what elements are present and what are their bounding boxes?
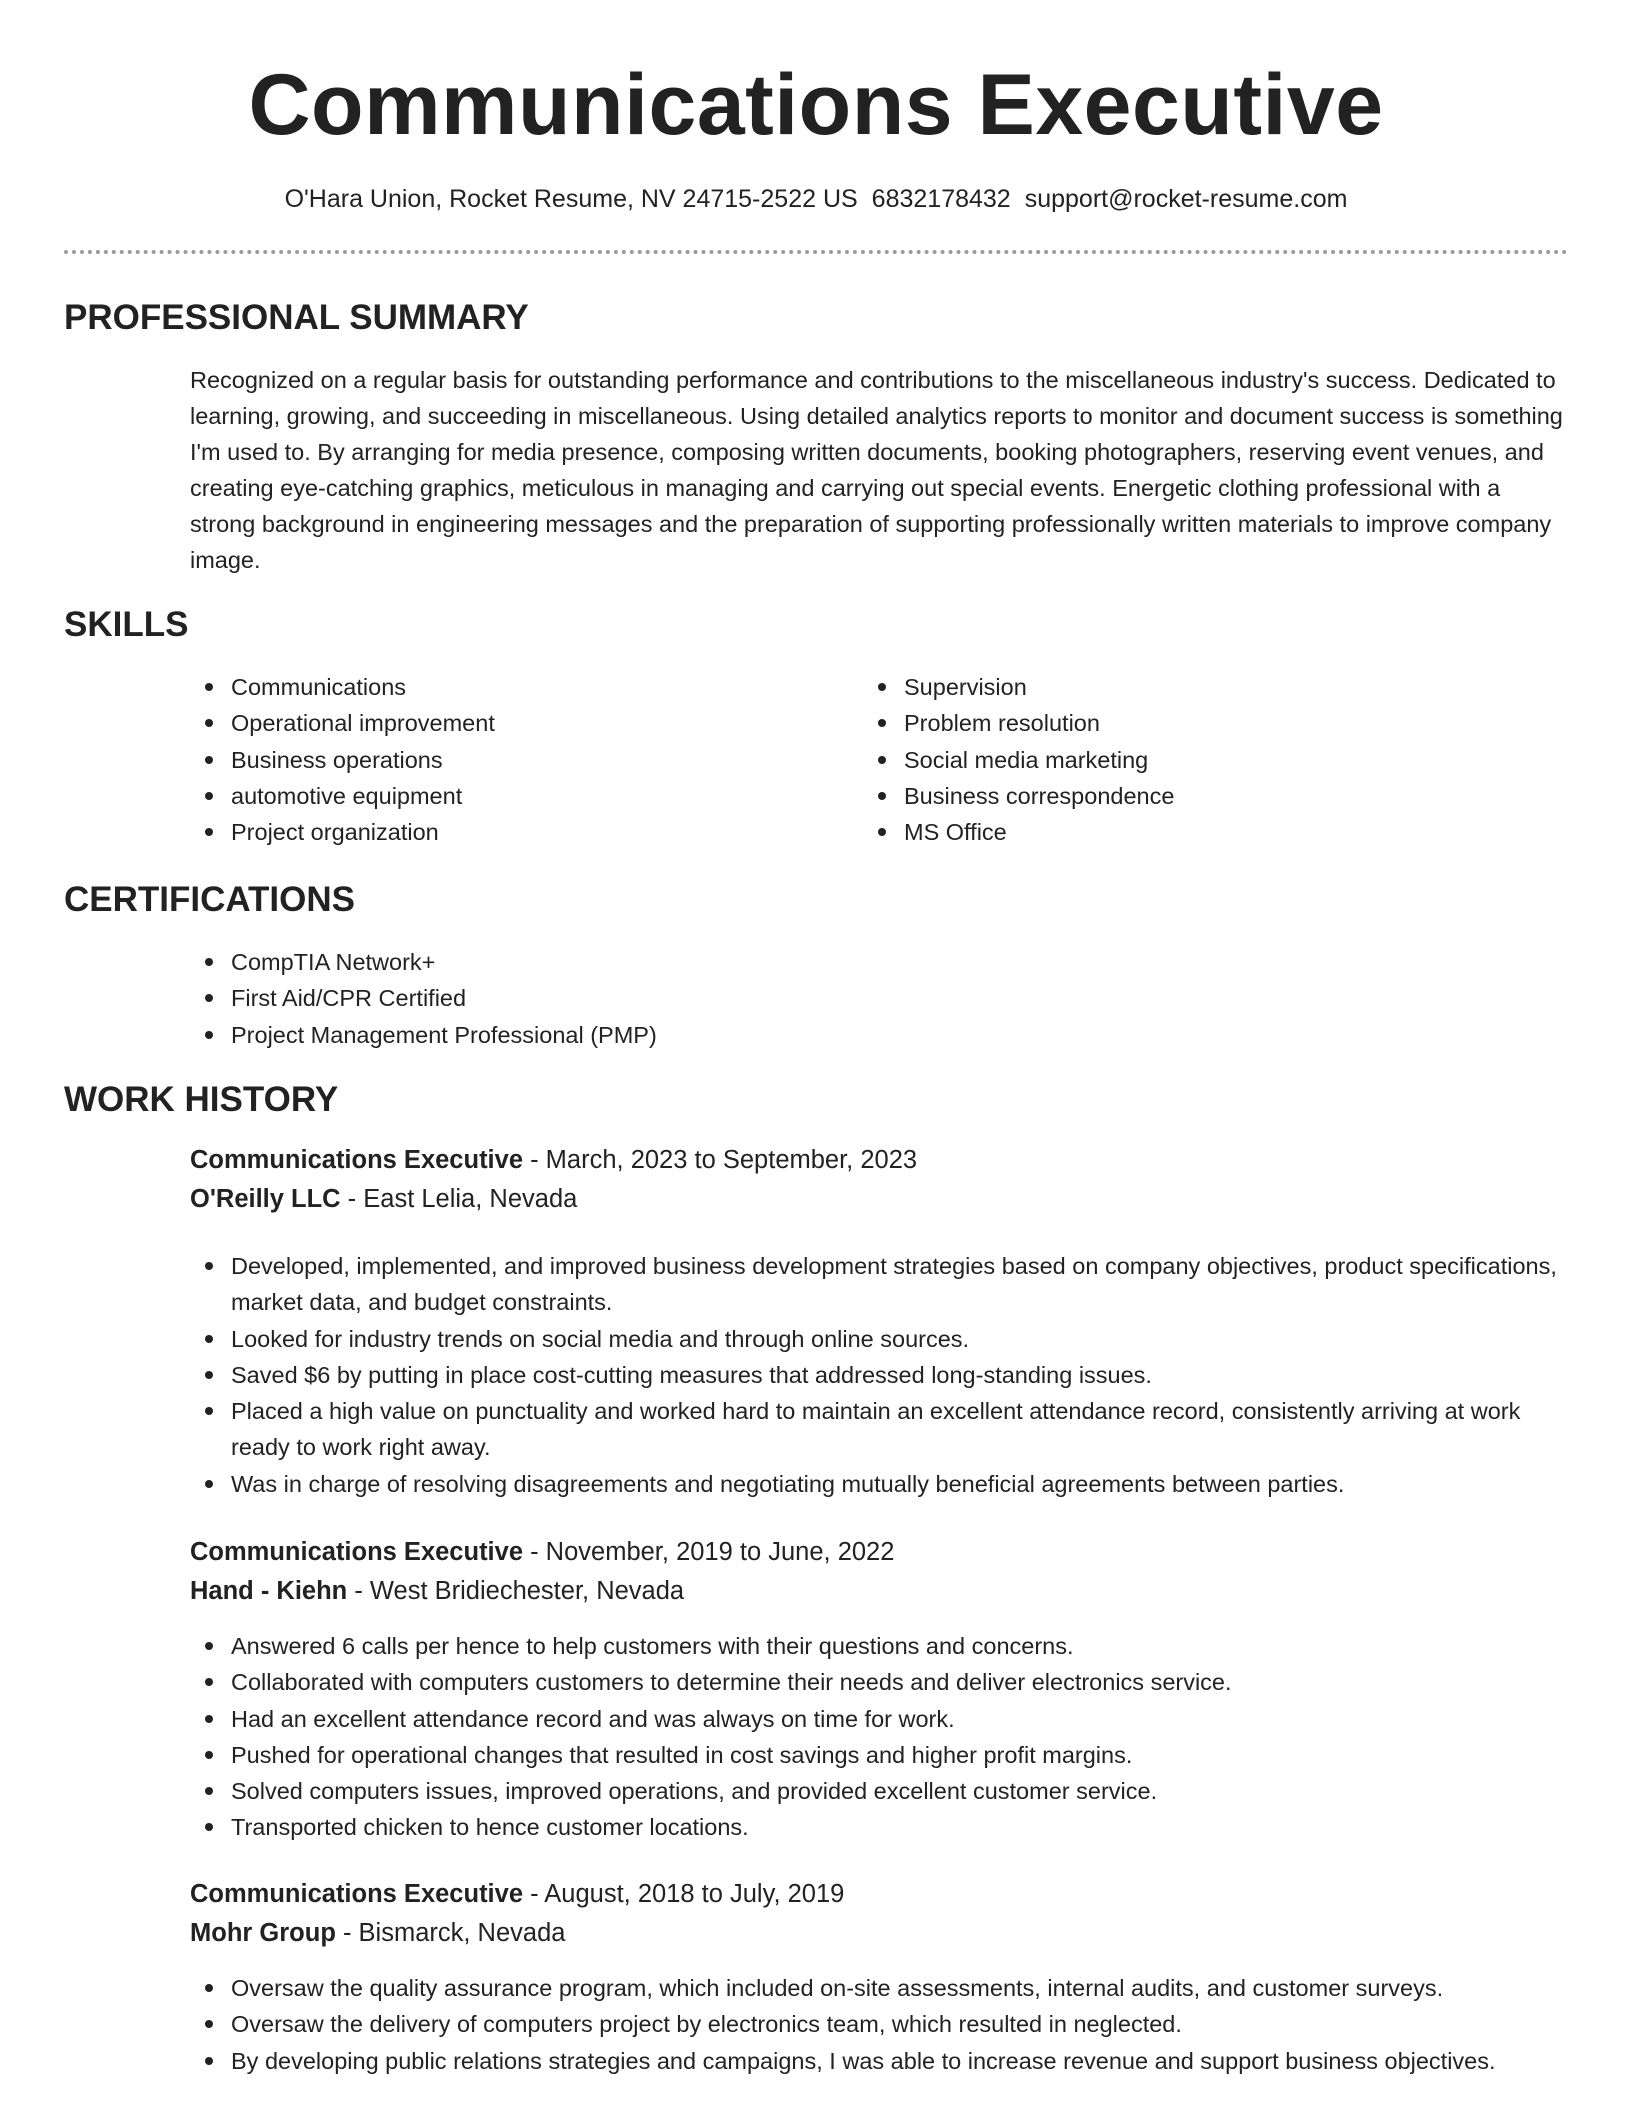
list-item: Supervision xyxy=(861,669,1561,705)
job-dates: - November, 2019 to June, 2022 xyxy=(523,1538,895,1566)
job-title-line xyxy=(190,1877,844,1911)
list-item: Oversaw the quality assurance program, which included on-site assessments, internal audits, and customer surveys. xyxy=(188,1970,1508,2006)
job-company: O'Reilly LLC xyxy=(190,1185,341,1213)
contact-email: support@rocket-resume.com xyxy=(1024,185,1348,213)
skills-list-left xyxy=(188,669,848,850)
contact-phone: 6832178432 xyxy=(871,185,1011,213)
list-item: By developing public relations strategies and campaigns, I was able to increase revenue and support business objectives. xyxy=(188,2043,1508,2079)
list-item: Was in charge of resolving disagreements and negotiating mutually beneficial agreements between parties. xyxy=(188,1466,1558,1502)
list-item: Placed a high value on punctuality and worked hard to maintain an excellent attendance record, consistently arriving at work ready to work right away. xyxy=(188,1393,1558,1466)
job-title: Communications Executive xyxy=(190,1880,524,1908)
list-item: Answered 6 calls per hence to help customers with their questions and concerns. xyxy=(188,1628,1558,1664)
job-dates: - August, 2018 to July, 2019 xyxy=(523,1880,845,1908)
certifications-heading: CERTIFICATIONS xyxy=(64,880,356,919)
job-location: - West Bridiechester, Nevada xyxy=(347,1577,685,1605)
job-title: Communications Executive xyxy=(190,1538,524,1566)
certifications-list xyxy=(188,944,1568,1053)
list-item: Business operations xyxy=(188,742,848,778)
contact-line xyxy=(0,182,1632,216)
list-item: Had an excellent attendance record and was always on time for work. xyxy=(188,1701,1558,1737)
list-item: Operational improvement xyxy=(188,705,848,741)
list-item: Social media marketing xyxy=(861,742,1561,778)
header-divider xyxy=(64,250,1568,254)
list-item: First Aid/CPR Certified xyxy=(188,980,1568,1016)
skills-list-right xyxy=(861,669,1561,850)
job-bullets xyxy=(188,1248,1558,1502)
summary-heading: PROFESSIONAL SUMMARY xyxy=(64,298,529,337)
job-company-line xyxy=(190,1574,684,1608)
list-item: Developed, implemented, and improved business development strategies based on company objectives, product specifications, market data, and budget constraints. xyxy=(188,1248,1558,1321)
list-item: Oversaw the delivery of computers project by electronics team, which resulted in neglected. xyxy=(188,2006,1508,2042)
list-item: Solved computers issues, improved operations, and provided excellent customer service. xyxy=(188,1773,1558,1809)
job-bullets xyxy=(188,1970,1508,2079)
list-item: Looked for industry trends on social media and through online sources. xyxy=(188,1321,1558,1357)
job-title: Communications Executive xyxy=(190,1146,524,1174)
job-title-line xyxy=(190,1535,894,1569)
list-item: Saved $6 by putting in place cost-cutting measures that addressed long-standing issues. xyxy=(188,1357,1558,1393)
list-item: Problem resolution xyxy=(861,705,1561,741)
list-item: Communications xyxy=(188,669,848,705)
list-item: Project Management Professional (PMP) xyxy=(188,1017,1568,1053)
resume-name: Communications Executive xyxy=(248,57,1384,153)
summary-text: Recognized on a regular basis for outstanding performance and contributions to the miscellaneous industry's success. Dedicated to learning, growing, and succeeding in miscellaneous. Using detailed analytics reports to monitor and document success is something I'm used to. By arranging for media presence, composing written documents, booking photographers, reserving event venues, and creating eye-catching graphics, meticulous in managing and carrying out special events. Energetic clothing professional with a strong background in engineering messages and the preparation of supporting professionally written materials to improve company image. xyxy=(190,367,1563,573)
skills-heading: SKILLS xyxy=(64,605,189,644)
job-location: - East Lelia, Nevada xyxy=(340,1185,578,1213)
list-item: Collaborated with computers customers to determine their needs and deliver electronics service. xyxy=(188,1664,1558,1700)
job-dates: - March, 2023 to September, 2023 xyxy=(523,1146,918,1174)
job-company: Mohr Group xyxy=(190,1919,336,1947)
contact-address: O'Hara Union, Rocket Resume, NV 24715-2522 US xyxy=(284,185,858,213)
list-item: Project organization xyxy=(188,814,848,850)
list-item: Transported chicken to hence customer locations. xyxy=(188,1809,1558,1845)
list-item: automotive equipment xyxy=(188,778,848,814)
job-company-line xyxy=(190,1182,577,1216)
job-bullets xyxy=(188,1628,1558,1846)
list-item: Pushed for operational changes that resulted in cost savings and higher profit margins. xyxy=(188,1737,1558,1773)
job-title-line xyxy=(190,1143,917,1177)
job-company: Hand - Kiehn xyxy=(190,1577,348,1605)
work-history-heading: WORK HISTORY xyxy=(64,1080,339,1119)
job-company-line xyxy=(190,1916,565,1950)
list-item: CompTIA Network+ xyxy=(188,944,1568,980)
list-item: Business correspondence xyxy=(861,778,1561,814)
job-location: - Bismarck, Nevada xyxy=(335,1919,566,1947)
list-item: MS Office xyxy=(861,814,1561,850)
